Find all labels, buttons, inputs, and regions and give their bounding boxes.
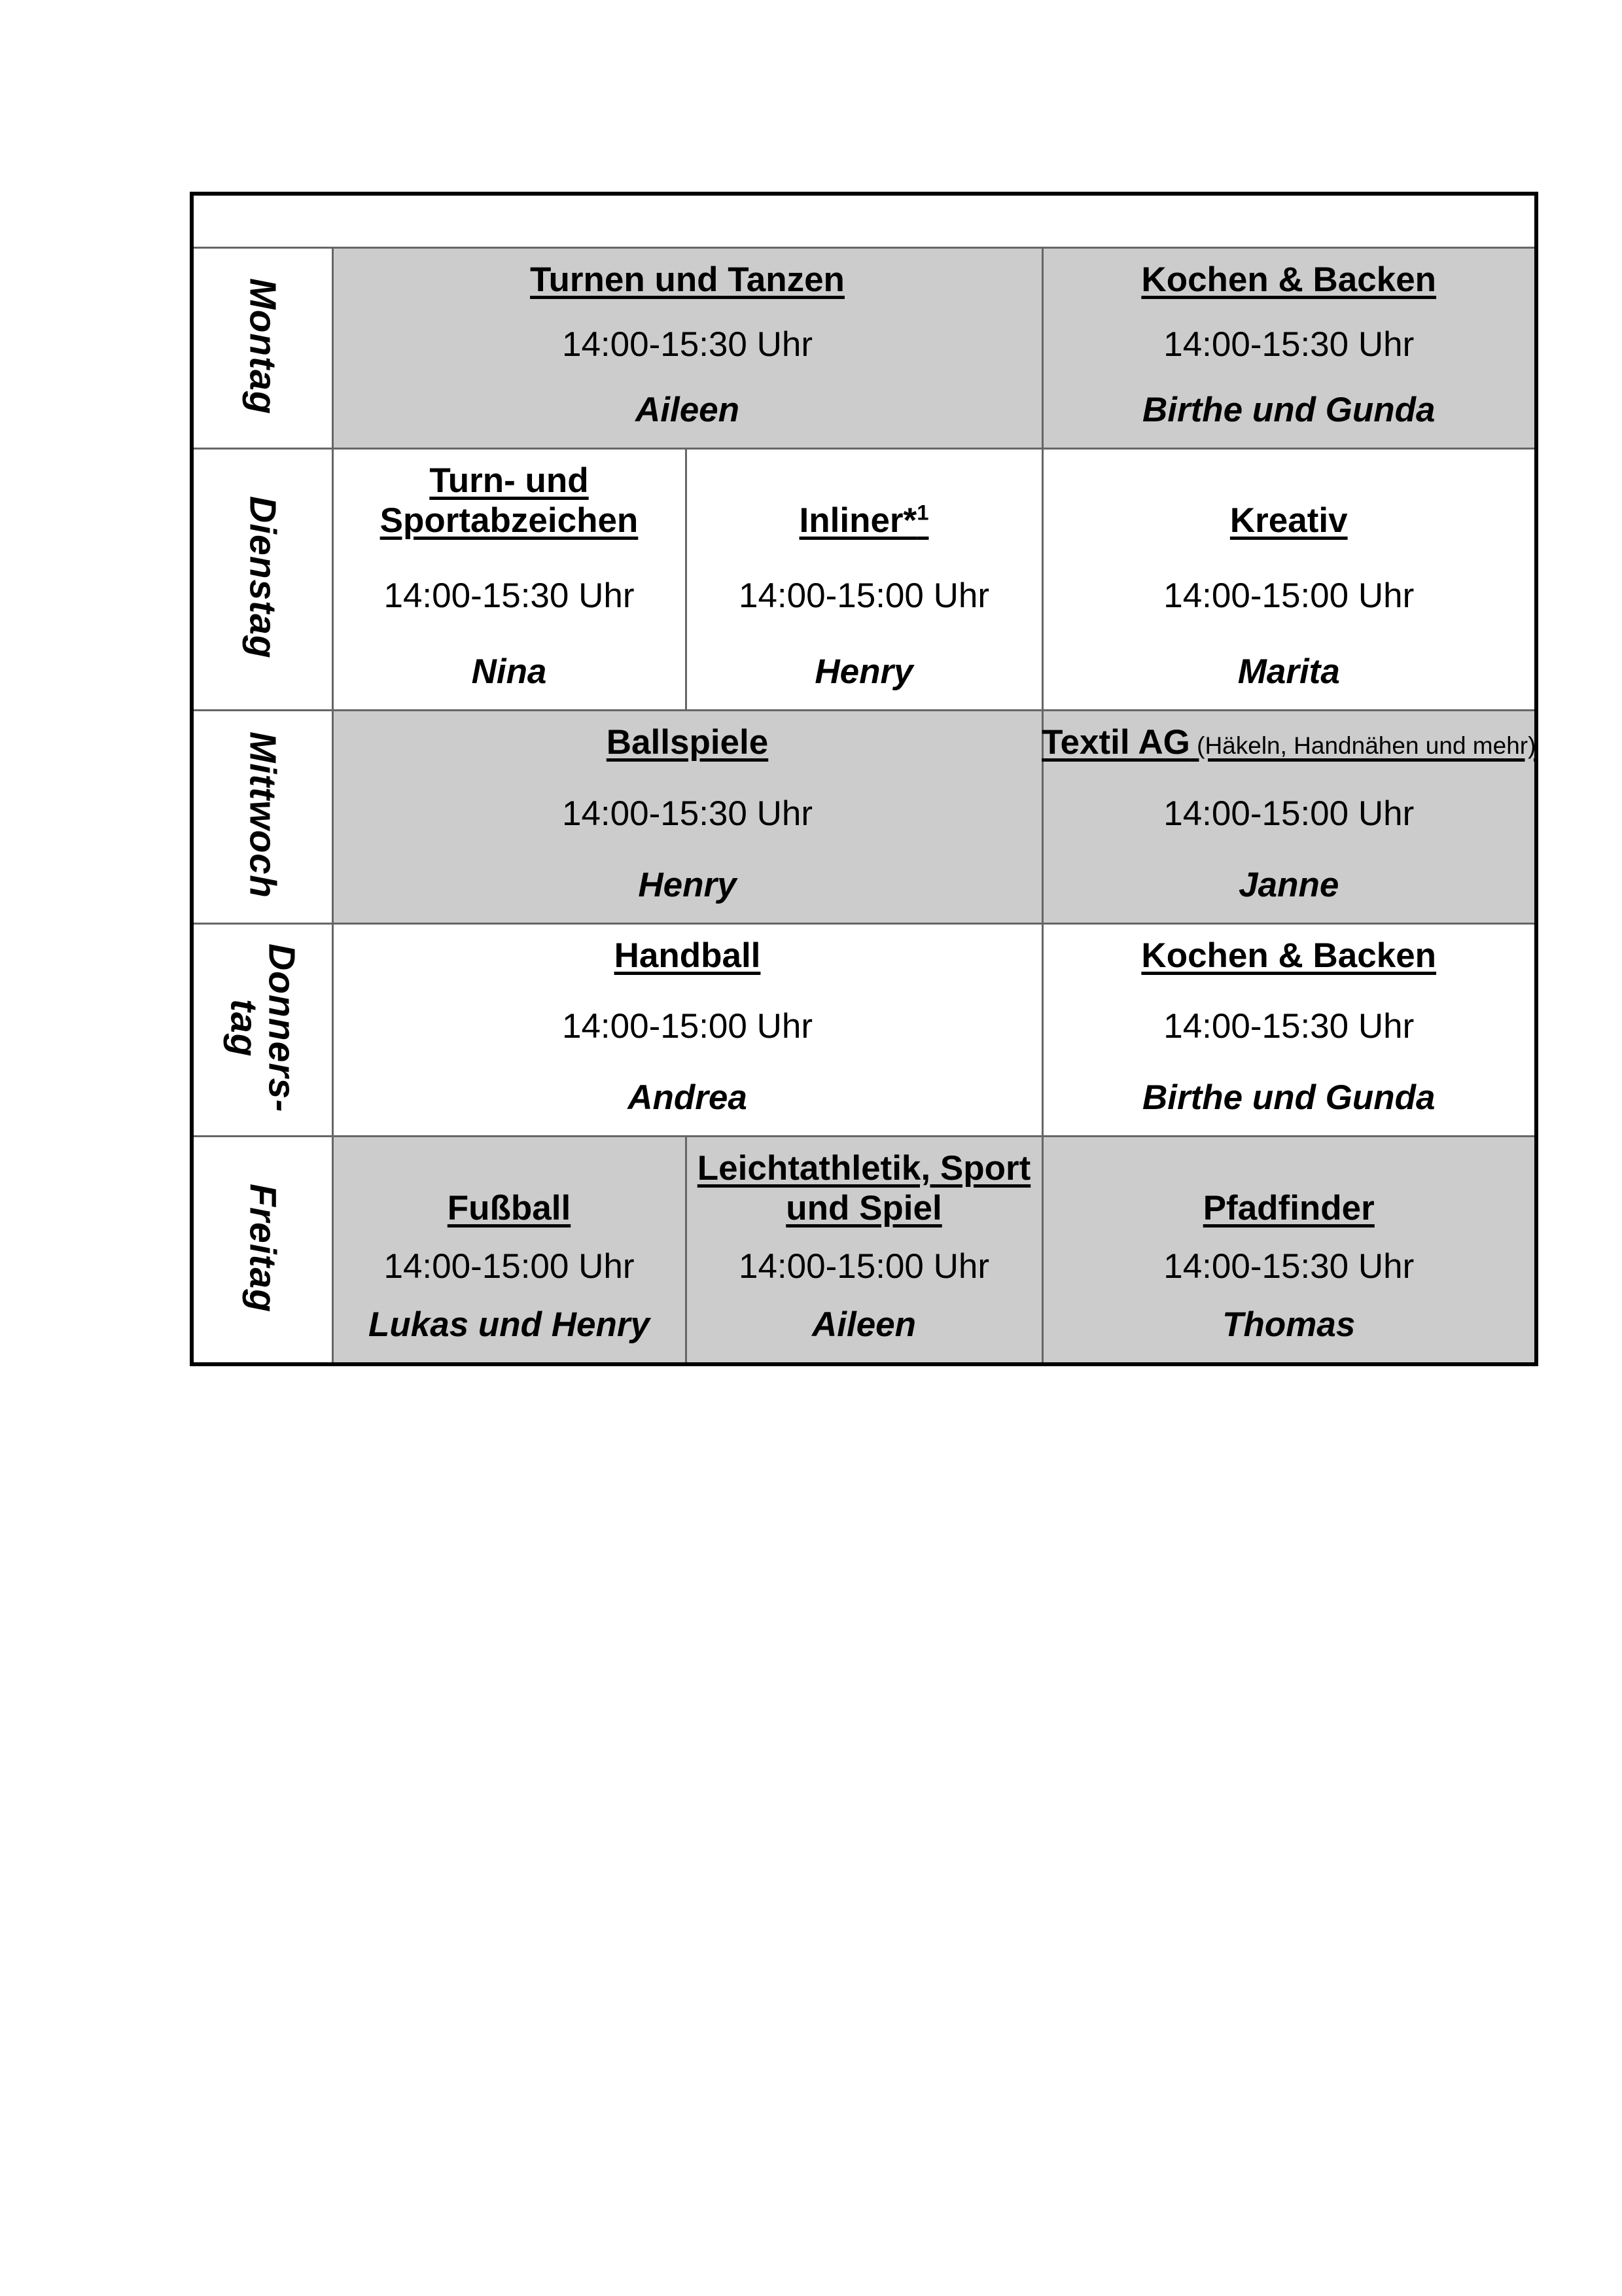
activity-time: 14:00-15:00 Uhr	[1163, 576, 1415, 616]
activity-leader: Nina	[471, 652, 547, 691]
activity-cell-pfadfinder	[1042, 1136, 1536, 1364]
activity-title: Handball	[614, 936, 761, 975]
activity-leader: Andrea	[627, 1078, 747, 1117]
day-row-dienstag	[192, 448, 1536, 710]
day-row-donnerstag	[192, 923, 1536, 1136]
day-cell-freitag	[192, 1136, 332, 1364]
activity-cell-kreativ	[1042, 448, 1536, 710]
activity-cell-turnen-und-tanzen	[332, 247, 1042, 448]
activity-cell-handball	[332, 923, 1042, 1136]
day-label-line: Mittwoch	[241, 732, 284, 898]
activity-title: Kochen & Backen	[1141, 260, 1437, 299]
activity-time: 14:00-15:30 Uhr	[561, 794, 813, 833]
activity-leader: Henry	[638, 865, 737, 904]
activity-time: 14:00-15:00 Uhr	[1163, 794, 1415, 833]
activity-title: Textil AG (Häkeln, Handnähen und mehr)	[1042, 722, 1536, 762]
superscript: 1	[917, 499, 929, 524]
activity-title: Kreativ	[1229, 501, 1348, 540]
day-label-line: Donners-	[260, 943, 303, 1113]
activity-cell-kochen-backen-montag	[1042, 247, 1536, 448]
day-cell-mittwoch	[192, 710, 332, 923]
activity-title: Fußball	[447, 1188, 571, 1227]
activity-leader: Aileen	[635, 390, 740, 429]
activity-cell-turn-und-sportabzeichen	[332, 448, 686, 710]
schedule-table	[190, 192, 1538, 1366]
activity-title: Leichtathletik, Sport und Spiel	[697, 1148, 1031, 1227]
activity-time: 14:00-15:30 Uhr	[1163, 1246, 1415, 1286]
activity-time: 14:00-15:30 Uhr	[383, 576, 635, 616]
day-cell-donnerstag	[192, 923, 332, 1136]
activity-time: 14:00-15:30 Uhr	[1163, 325, 1415, 364]
day-cell-dienstag	[192, 448, 332, 710]
day-row-freitag	[192, 1136, 1536, 1364]
day-label	[241, 277, 284, 415]
header-cell	[192, 194, 1536, 247]
activity-leader: Aileen	[811, 1305, 917, 1345]
day-cell-montag	[192, 247, 332, 448]
day-label-line: Freitag	[241, 1183, 284, 1313]
day-label	[241, 496, 284, 659]
activity-leader: Thomas	[1222, 1305, 1356, 1345]
activity-leader: Birthe und Gunda	[1142, 390, 1436, 429]
day-label	[241, 732, 284, 898]
activity-leader: Janne	[1239, 865, 1339, 904]
activity-time: 14:00-15:00 Uhr	[738, 576, 990, 616]
activity-cell-fussball	[332, 1136, 686, 1364]
activity-leader: Henry	[815, 652, 913, 691]
day-row-montag	[192, 247, 1536, 448]
day-label	[241, 1183, 284, 1313]
activity-time: 14:00-15:00 Uhr	[383, 1246, 635, 1286]
activity-leader: Birthe und Gunda	[1142, 1078, 1436, 1117]
activity-title: Pfadfinder	[1203, 1188, 1375, 1227]
activity-title: Turnen und Tanzen	[530, 260, 845, 299]
day-label-line: tag	[222, 998, 265, 1057]
activity-title-small: (Häkeln, Handnähen und mehr)	[1190, 732, 1536, 759]
day-label	[222, 943, 303, 1113]
activity-time: 14:00-15:00 Uhr	[561, 1007, 813, 1046]
day-label-line: Dienstag	[241, 496, 284, 659]
activity-cell-leichtathletik	[686, 1136, 1042, 1364]
activity-time: 14:00-15:00 Uhr	[738, 1246, 990, 1286]
activity-title: Turn- und Sportabzeichen	[379, 461, 639, 540]
activity-cell-inliner	[686, 448, 1042, 710]
activity-time: 14:00-15:30 Uhr	[1163, 1007, 1415, 1046]
activity-cell-textil-ag	[1042, 710, 1536, 923]
activity-title: Ballspiele	[606, 722, 769, 762]
day-row-mittwoch	[192, 710, 1536, 923]
activity-time: 14:00-15:30 Uhr	[561, 325, 813, 364]
activity-title: Kochen & Backen	[1141, 936, 1437, 975]
day-label-line: Montag	[241, 277, 284, 415]
activity-cell-kochen-backen-donnerstag	[1042, 923, 1536, 1136]
activity-title: Inliner*$^1$	[799, 499, 929, 540]
activity-leader: Marita	[1237, 652, 1340, 691]
activity-cell-ballspiele	[332, 710, 1042, 923]
activity-leader: Lukas und Henry	[368, 1305, 650, 1345]
header-row	[192, 194, 1536, 247]
